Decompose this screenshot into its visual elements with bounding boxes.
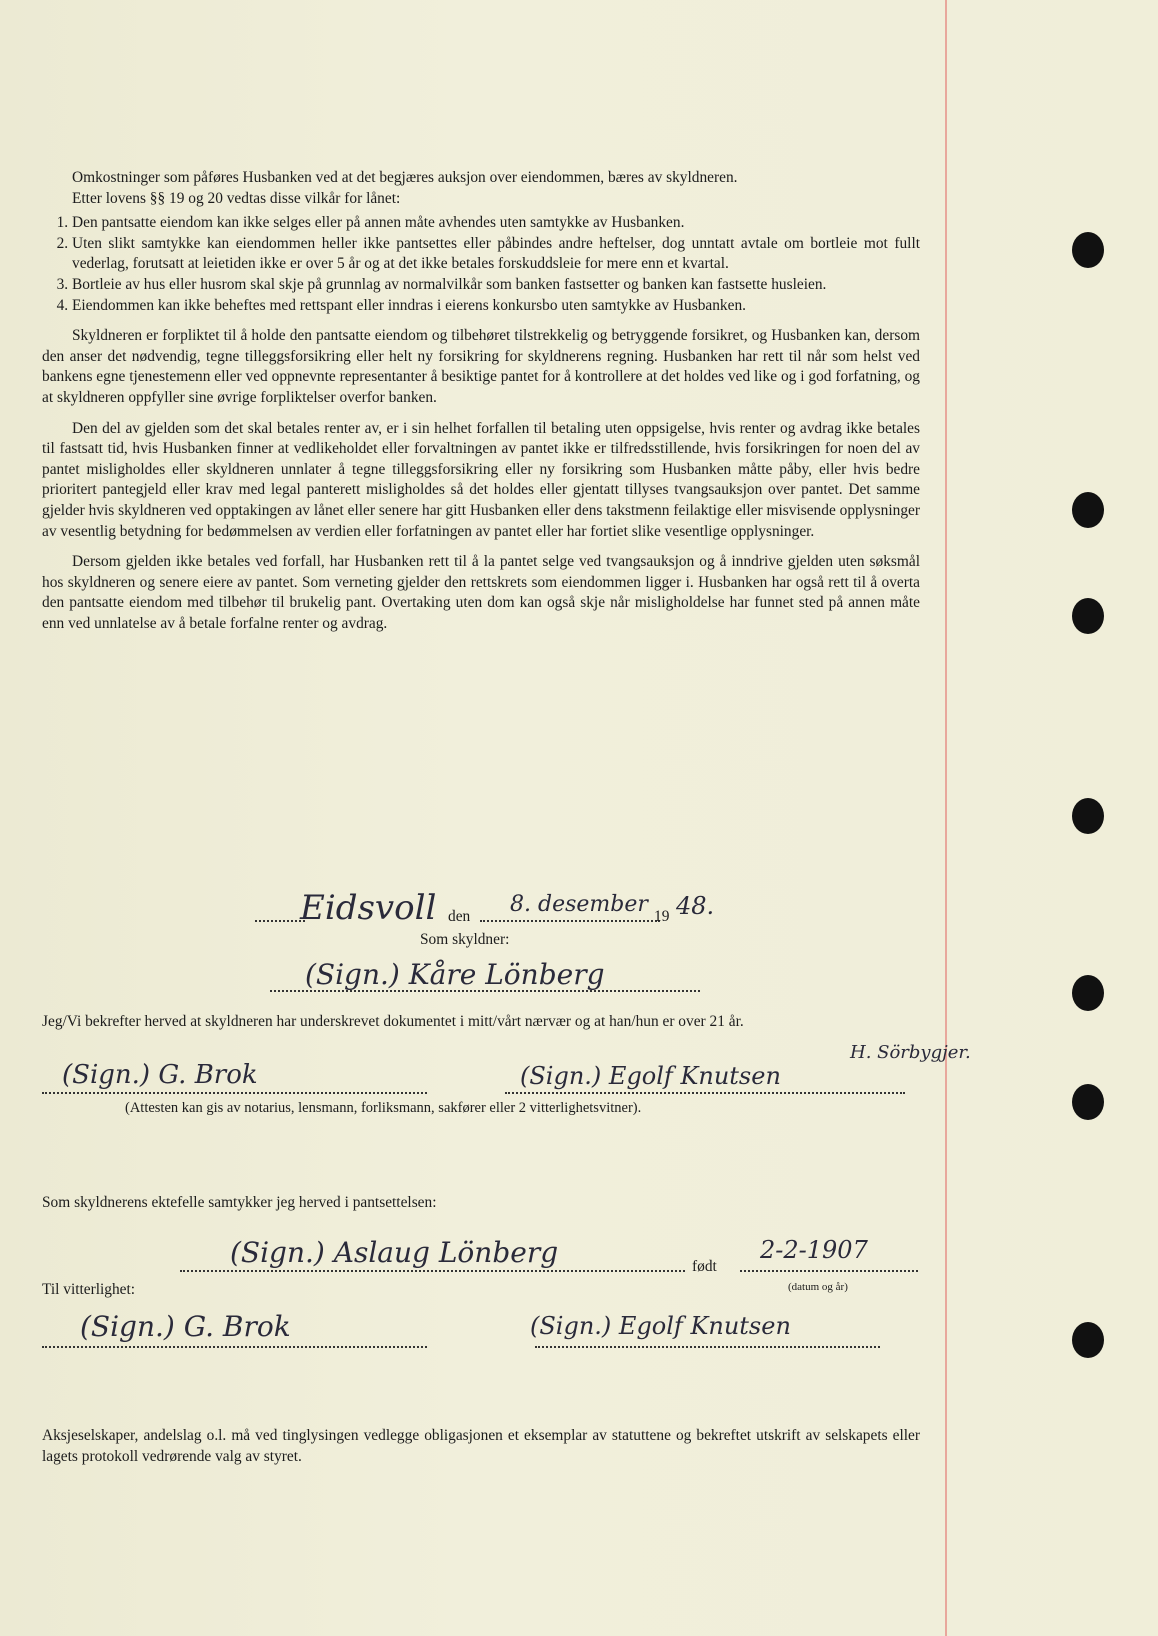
insurance-paragraph: Skyldneren er forpliktet til å holde den pantsatte eiendom og tilbehøret tilstrekkelig og betryggende forsikret, og Husbanken kan, dersom den anser det nødvendig, tegne tilleggsforsikring eller helt ny forsikring for skyldnerens regning. Husbanken har rett til når som helst ved bankens egne tjenestemenn eller ved oppnevnte representanter å besiktige pantet for å kontrollere at det holdes ved like og i god forfatning, og at skyldneren oppfyller sine øvrige forpliktelser overfor banken. (42, 327, 920, 406)
date-handwriting: 8. desember (510, 892, 648, 917)
spouse-consent-text: Som skyldnerens ektefelle samtykker jeg herved i pantsettelsen: (42, 1194, 437, 1211)
spouse-witness1-signature: (Sign.) G. Brok (80, 1310, 291, 1343)
punch-hole (1072, 975, 1104, 1011)
witness2-dotline (505, 1092, 905, 1094)
spouse-dotline (180, 1270, 685, 1272)
born-handwriting: 2-2-1907 (760, 1236, 868, 1264)
place-handwriting: Eidsvoll (300, 888, 437, 928)
punch-hole (1072, 1084, 1104, 1120)
condition-item: 4. Eiendommen kan ikke beheftes med rettspant eller inndras i eierens konkursbo uten samtykke av Husbanken. (72, 296, 920, 317)
condition-item: 3. Bortleie av hus eller husrom skal skje på grunnlag av normalvilkår som banken fastsetter og banken kan fastsette husleien. (72, 275, 920, 296)
attest-text: Jeg/Vi bekrefter herved at skyldneren har underskrevet dokumentet i mitt/vårt nærvær og at han/hun er over 21 år. (42, 1013, 744, 1030)
conditions-intro: Etter lovens §§ 19 og 20 vedtas disse vilkår for lånet: (72, 189, 401, 207)
punch-hole (1072, 492, 1104, 528)
born-dotline (740, 1270, 918, 1272)
condition-item: 1. Den pantsatte eiendom kan ikke selges eller på annen måte avhendes uten samtykke av Husbanken. (72, 213, 920, 234)
punch-hole (1072, 1322, 1104, 1358)
conditions-list (42, 213, 920, 316)
witness1-dotline (42, 1092, 427, 1094)
body-text (42, 168, 920, 634)
spouse-signature: (Sign.) Aslaug Lönberg (230, 1236, 559, 1269)
spouse-witness2-signature: (Sign.) Egolf Knutsen (530, 1312, 791, 1340)
punch-hole (1072, 598, 1104, 634)
default-paragraph: Den del av gjelden som det skal betales renter av, er i sin helhet forfallen til betaling uten oppsigelse, hvis renter og avdrag ikke betales til fastsatt tid, hvis Husbanken finner at vedlikeholdet eller forvaltningen av pantet ikke er tilfredsstillende, hvis forsikringen for noen del av pantet misligholdes eller skyldneren unnlater å tegne tilleggsforsikring eller ny forsikring som Husbanken måtte påby, eller hvis bedre prioritert pantegjeld eller krav med legal panterett misligholdes så det holdes eller gjentatt tillyses tvangsauksjon over pantet. Det samme gjelder hvis skyldneren ved opptakingen av lånet eller senere har gitt Husbanken eller dens takstmenn feilaktige eller misvisende opplysninger av vesentlig betydning for bedømmelsen av verdien eller forfatningen av pantet eller har fortiet slike vesentlige opplysninger. (42, 419, 920, 540)
enforcement-paragraph: Dersom gjelden ikke betales ved forfall, har Husbanken rett til å la pantet selge ved tvangsauksjon og å inndrive gjelden uten søksmål hos skyldneren og senere eiere av pantet. Som verneting gjelder den rettskrets som eiendommen ligger i. Husbanken har også rett til å overta den pantsatte eiendom med tilbehør til brukelig pant. Overtaking uten dom kan også skje når misligholdelse har funnet sted på annen måte enn ved unnlatelse av å betale forfalne renter og avdrag. (42, 553, 920, 632)
spouse-witness1-dotline (42, 1346, 427, 1348)
den-label: den (448, 908, 471, 925)
debtor-label: Som skyldner: (420, 931, 510, 948)
witness2-signature: (Sign.) Egolf Knutsen (520, 1062, 781, 1090)
place-dotline (255, 920, 305, 922)
year-handwriting: 48. (676, 892, 715, 920)
debtor-signature: (Sign.) Kåre Lönberg (305, 958, 605, 991)
intro-paragraph: Omkostninger som påføres Husbanken ved at det begjæres auksjon over eiendommen, bæres av skyldneren. (72, 169, 738, 186)
year-prefix: 19 (654, 908, 670, 925)
punch-hole (1072, 798, 1104, 834)
attest-note: (Attesten kan gis av notarius, lensmann, forliksmann, sakfører eller 2 vitterlighetsvitner). (125, 1100, 642, 1116)
date-dotline (480, 920, 660, 922)
born-label: født (692, 1258, 717, 1275)
margin-rule (945, 0, 947, 1636)
witness1-signature: (Sign.) G. Brok (62, 1060, 258, 1090)
witness2-note: H. Sörbygjer. (850, 1042, 971, 1063)
footer-note: Aksjeselskaper, andelslag o.l. må ved tinglysingen vedlegge obligasjonen et eksemplar av statuttene og bekreftet utskrift av selskapets eller lagets protokoll vedrørende valg av styret. (42, 1427, 920, 1465)
born-hint: (datum og år) (788, 1281, 848, 1293)
witness-label: Til vitterlighet: (42, 1281, 136, 1298)
spouse-witness2-dotline (535, 1346, 880, 1348)
condition-item: 2. Uten slikt samtykke kan eiendommen heller ikke pantsettes eller påbindes andre heftelser, dog unntatt avtale om bortleie mot fullt vederlag, forutsatt at leietiden ikke er over 5 år og at det ikke betales forskuddsleie for mere enn et kvartal. (72, 234, 920, 275)
punch-hole (1072, 232, 1104, 268)
